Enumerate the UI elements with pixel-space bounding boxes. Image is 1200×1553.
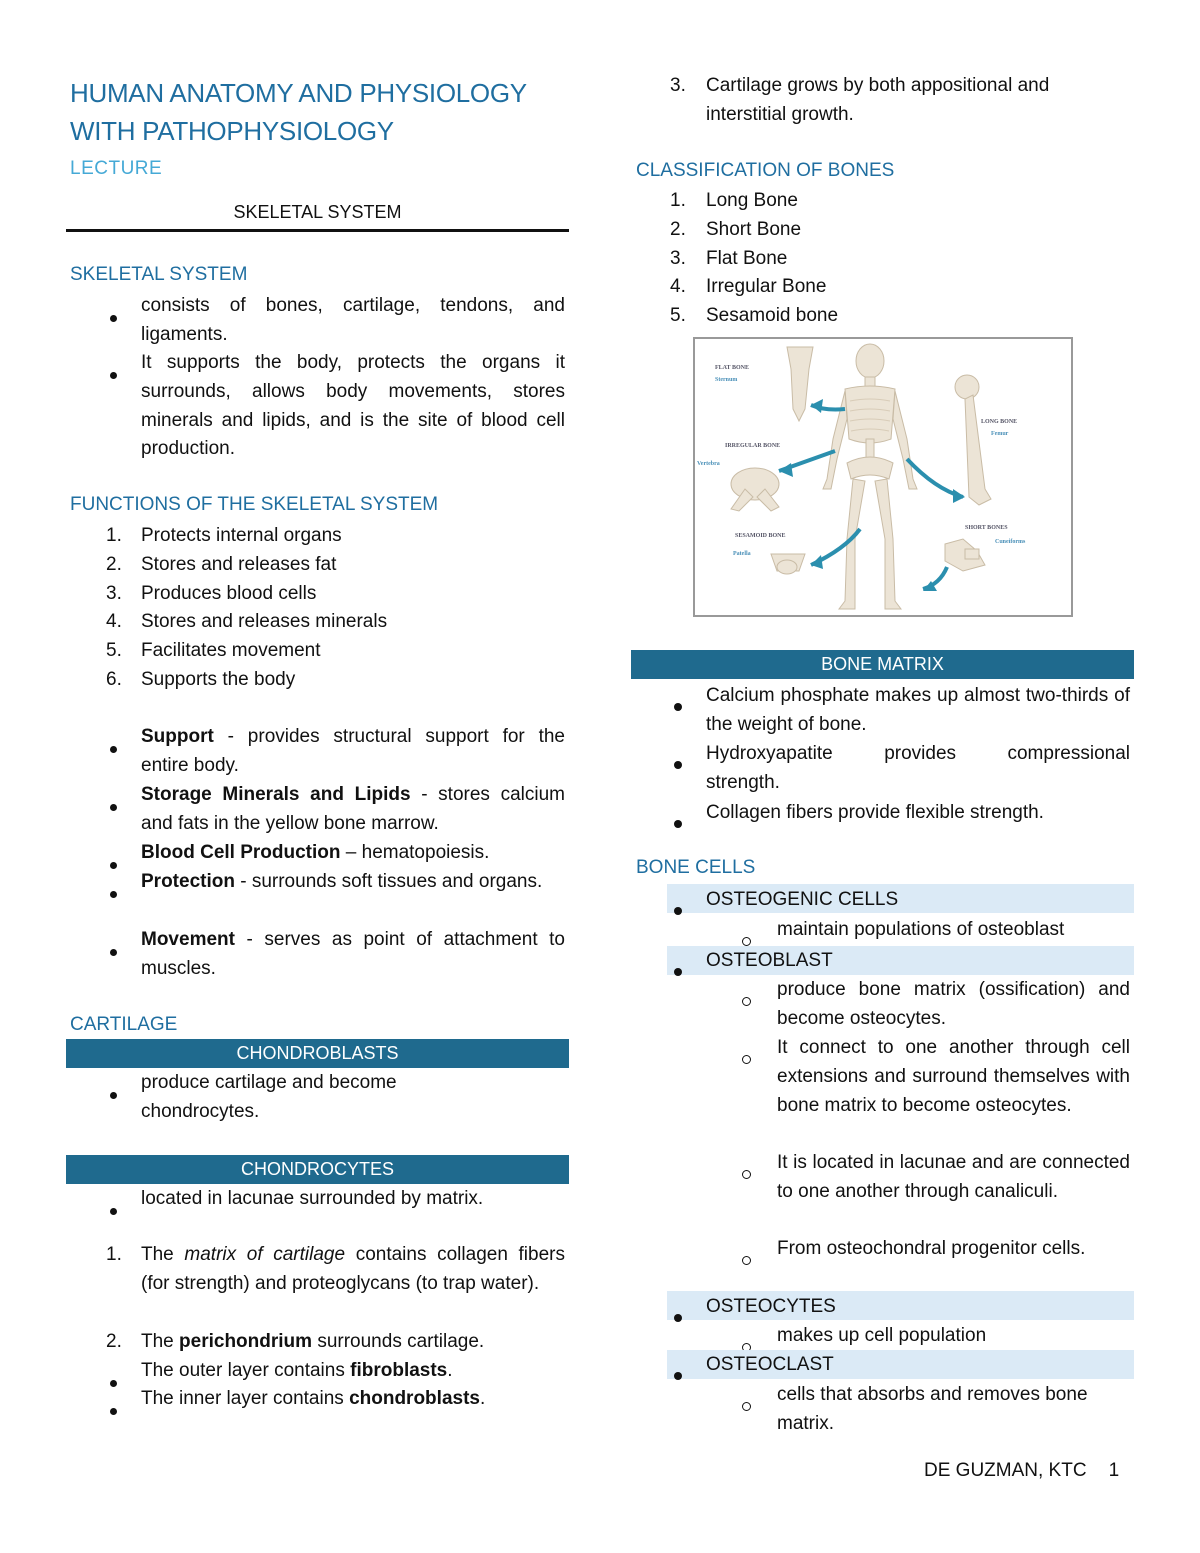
list-item: 6. Supports the body [106,666,565,695]
list-item: 2. The perichondrium surrounds cartilage. [106,1328,565,1357]
label-irregular-bone: IRREGULAR BONE [725,443,781,449]
label-femur: Femur [991,431,1009,437]
list-item: 2. Stores and releases fat [106,551,565,580]
sub-list-item: cells that absorbs and removes bone matrix. [742,1381,1130,1439]
bullet-icon [110,879,117,908]
bullet-icon [110,303,117,332]
list-number: 1. [106,525,122,546]
label-cuneiforms: Cuneiforms [995,539,1026,545]
list-item: It supports the body, protects the organs it surrounds, allows body movements, stores minerals and lipids, and is the site of blood cell production. [110,349,565,465]
list-item: Collagen fibers provide flexible strength. [674,799,1130,828]
circle-bullet-icon [742,1045,751,1074]
list-item: 5. Sesamoid bone [670,302,1130,331]
lecture-label: LECTURE [70,158,163,179]
label-sternum: Sternum [715,377,738,383]
bullet-icon [674,957,682,986]
list-item: Hydroxyapatite provides compressional strength. [674,740,1130,798]
sub-list-item: makes up cell population [742,1322,1130,1351]
bone-types-figure [693,337,1073,617]
title-line-2: WITH PATHOPHYSIOLOGY [70,116,394,146]
list-number: 2. [106,553,122,575]
list-item: Support - provides structural support for the entire body. [110,723,565,781]
list-item: 2. Short Bone [670,216,1130,245]
list-item: located in lacunae surrounded by matrix. [110,1185,565,1214]
list-item: OSTEOGENIC CELLS [674,886,1130,915]
list-number: 1. [106,1244,122,1265]
bullet-icon [110,937,117,966]
bullet-icon [110,1396,117,1425]
list-item: The outer layer contains fibroblasts. [110,1357,565,1386]
list-item: OSTEOCYTES [674,1293,1130,1322]
functions-heading: FUNCTIONS OF THE SKELETAL SYSTEM [70,494,439,515]
list-item: 4. Stores and releases minerals [106,608,565,637]
bullet-icon [110,1196,117,1225]
list-item: Calcium phosphate makes up almost two-thirds of the weight of bone. [674,682,1130,740]
bullet-icon [674,692,682,721]
header-divider [66,229,569,232]
list-number: 5. [670,305,686,327]
list-number: 4. [106,611,122,633]
subject-title: SKELETAL SYSTEM [233,202,402,222]
bone-matrix-band: BONE MATRIX [631,650,1134,679]
label-flat-bone: FLAT BONE [715,365,749,371]
list-number: 3. [670,75,686,96]
list-item: 5. Facilitates movement [106,637,565,666]
label-sesamoid-bone: SESAMOID BONE [735,533,786,539]
circle-bullet-icon [742,1160,751,1189]
list-number: 3. [670,247,686,269]
list-number: 4. [670,276,686,298]
list-item: Movement - serves as point of attachment to muscles. [110,926,565,984]
bullet-icon [110,734,117,763]
list-number: 2. [670,218,686,240]
title-line-1: HUMAN ANATOMY AND PHYSIOLOGY [70,78,527,108]
list-number: 3. [106,582,122,604]
list-item: 4. Irregular Bone [670,273,1130,302]
circle-bullet-icon [742,987,751,1016]
bullet-icon [674,1303,682,1332]
list-item: produce cartilage and become chondrocytes. [110,1069,565,1127]
list-item: 1. Protects internal organs [106,522,565,551]
bullet-icon [674,1361,682,1390]
bullet-icon [110,1080,117,1109]
list-item: 3. Cartilage grows by both appositional and interstitial growth. [670,72,1130,130]
list-item: OSTEOBLAST [674,947,1130,976]
sub-list-item: From osteochondral progenitor cells. [742,1235,1130,1264]
list-number: 2. [106,1331,122,1352]
list-item: Protection - surrounds soft tissues and organs. [110,868,565,926]
bone-cells-heading: BONE CELLS [636,857,756,878]
list-item: 1. Long Bone [670,187,1130,216]
list-item: 3. Flat Bone [670,245,1130,274]
circle-bullet-icon [742,1392,751,1421]
list-number: 6. [106,669,122,690]
bullet-icon [110,792,117,821]
circle-bullet-icon [742,1246,751,1275]
label-patella: Patella [733,551,751,557]
document-title [70,74,590,150]
list-item: consists of bones, cartilage, tendons, and ligaments. [110,292,565,350]
list-number: 5. [106,640,122,662]
list-item: Blood Cell Production – hematopoiesis. [110,839,565,897]
bullet-icon [110,360,117,389]
label-vertebra: Vertebra [697,461,720,467]
bullet-icon [674,809,682,838]
chondroblasts-band: CHONDROBLASTS [66,1039,569,1068]
page-footer [924,1460,1119,1482]
bullet-icon [674,750,682,779]
page-number: 1 [1108,1460,1120,1481]
list-item: The inner layer contains chondroblasts. [110,1385,565,1414]
label-long-bone: LONG BONE [981,419,1018,425]
chondrocytes-band: CHONDROCYTES [66,1155,569,1184]
list-item: 3. Produces blood cells [106,580,565,609]
sub-list-item: It is located in lacunae and are connected to one another through canaliculi. [742,1149,1130,1236]
sub-list-item: It connect to one another through cell extensions and surround themselves with bone matrix to become osteocytes. [742,1034,1130,1150]
label-short-bones: SHORT BONES [965,525,1008,531]
list-item: 1. The matrix of cartilage contains collagen fibers (for strength) and proteoglycans (to trap water). [106,1241,565,1328]
list-item: Storage Minerals and Lipids - stores calcium and fats in the yellow bone marrow. [110,781,565,839]
list-item: OSTEOCLAST [674,1351,1130,1380]
list-number: 1. [670,190,686,211]
sub-list-item: produce bone matrix (ossification) and become osteocytes. [742,976,1130,1034]
classification-heading: CLASSIFICATION OF BONES [636,160,895,181]
skeleton-illustration [695,339,1071,615]
cartilage-heading: CARTILAGE [70,1014,178,1035]
bullet-icon [674,896,682,925]
skeletal-heading: SKELETAL SYSTEM [70,264,248,285]
sub-list-item: maintain populations of osteoblast [742,916,1130,945]
footer-author: DE GUZMAN, KTC [924,1460,1087,1481]
